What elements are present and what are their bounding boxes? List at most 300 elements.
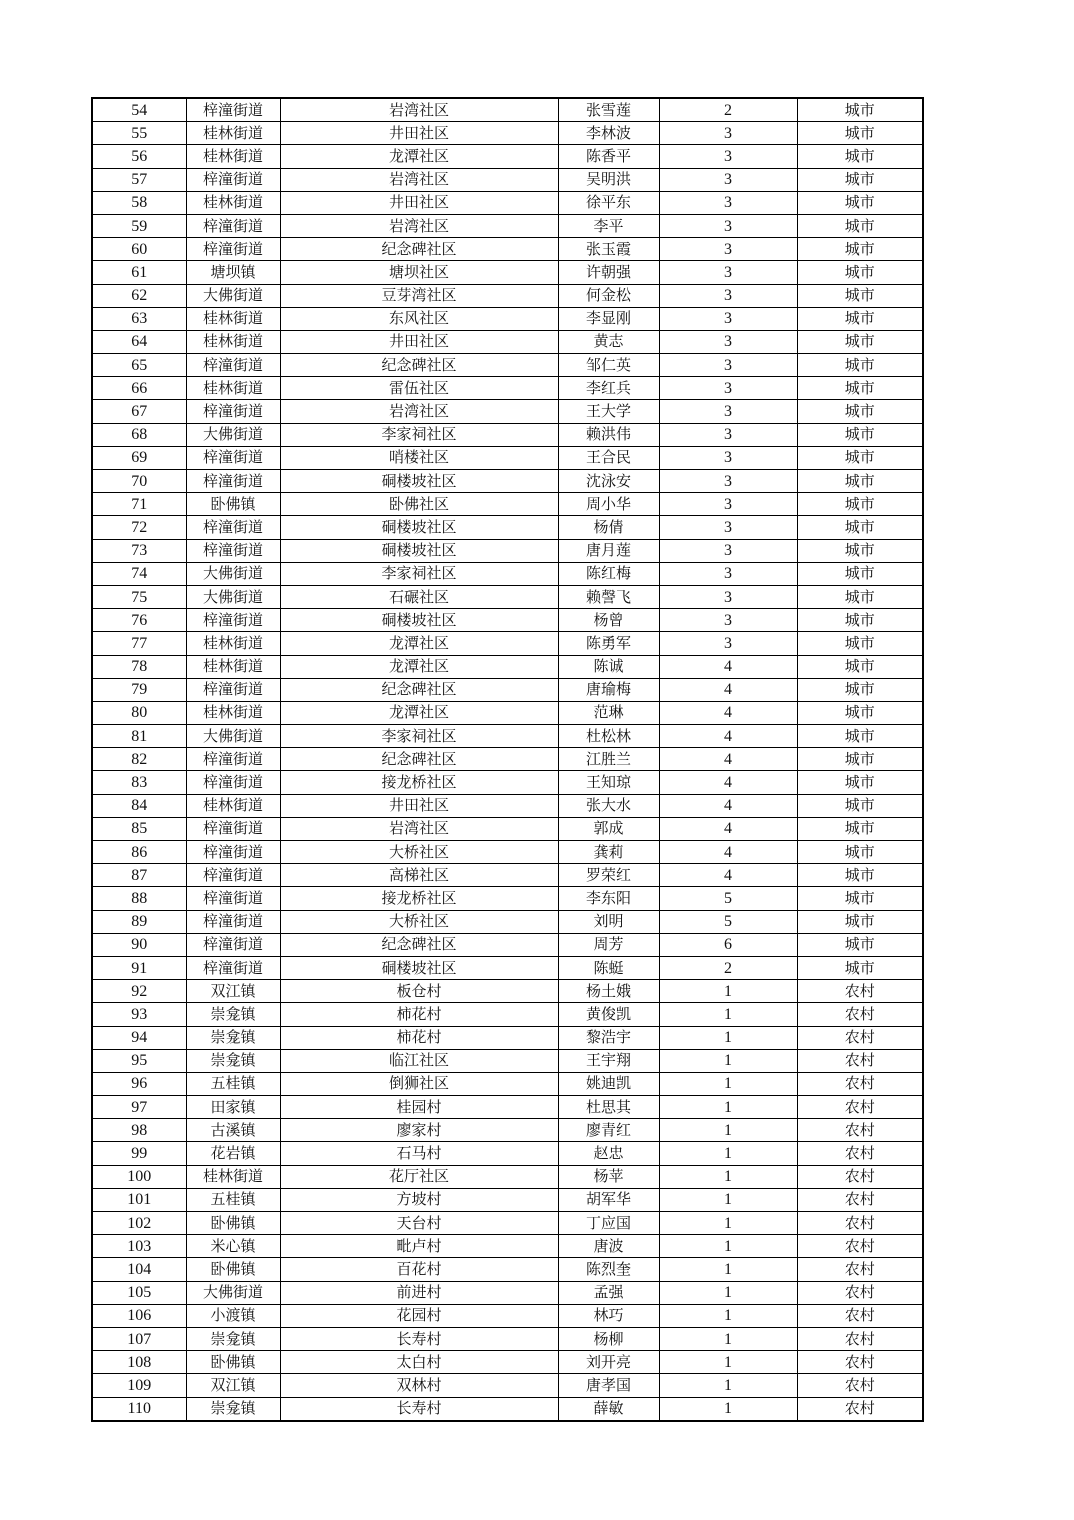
name-cell: 王宇翔 — [558, 1049, 659, 1072]
count-cell: 1 — [659, 1258, 797, 1281]
name-cell: 陈红梅 — [558, 562, 659, 585]
count-cell: 3 — [659, 284, 797, 307]
count-cell: 3 — [659, 307, 797, 330]
count-cell: 3 — [659, 377, 797, 400]
table-row — [92, 841, 923, 864]
count-cell: 2 — [659, 956, 797, 979]
table-row — [92, 1397, 923, 1421]
table-row — [92, 516, 923, 539]
table-row — [92, 585, 923, 608]
table-row — [92, 1049, 923, 1072]
row-number-cell: 99 — [92, 1142, 186, 1165]
name-cell: 邹仁英 — [558, 354, 659, 377]
community-cell: 天台村 — [280, 1212, 558, 1235]
community-cell: 李家祠社区 — [280, 423, 558, 446]
count-cell: 3 — [659, 493, 797, 516]
type-cell: 城市 — [797, 539, 923, 562]
table-row — [92, 771, 923, 794]
town-cell: 卧佛镇 — [186, 493, 280, 516]
community-cell: 柿花村 — [280, 1003, 558, 1026]
town-cell: 梓潼街道 — [186, 748, 280, 771]
count-cell: 1 — [659, 1072, 797, 1095]
type-cell: 农村 — [797, 1003, 923, 1026]
community-cell: 雷伍社区 — [280, 377, 558, 400]
row-number-cell: 80 — [92, 701, 186, 724]
town-cell: 梓潼街道 — [186, 470, 280, 493]
row-number-cell: 65 — [92, 354, 186, 377]
table-row — [92, 1142, 923, 1165]
name-cell: 陈诚 — [558, 655, 659, 678]
town-cell: 梓潼街道 — [186, 956, 280, 979]
table-row — [92, 1258, 923, 1281]
type-cell: 城市 — [797, 98, 923, 122]
town-cell: 双江镇 — [186, 1374, 280, 1397]
table-row — [92, 98, 923, 122]
name-cell: 陈蜓 — [558, 956, 659, 979]
row-number-cell: 88 — [92, 887, 186, 910]
community-cell: 方坡村 — [280, 1188, 558, 1211]
community-cell: 长寿村 — [280, 1397, 558, 1421]
count-cell: 1 — [659, 1142, 797, 1165]
name-cell: 杜松林 — [558, 725, 659, 748]
name-cell: 赖謦飞 — [558, 585, 659, 608]
town-cell: 梓潼街道 — [186, 864, 280, 887]
type-cell: 城市 — [797, 701, 923, 724]
row-number-cell: 67 — [92, 400, 186, 423]
type-cell: 农村 — [797, 1072, 923, 1095]
town-cell: 梓潼街道 — [186, 771, 280, 794]
table-row — [92, 678, 923, 701]
name-cell: 杜思其 — [558, 1096, 659, 1119]
name-cell: 黄俊凯 — [558, 1003, 659, 1026]
community-cell: 花厅社区 — [280, 1165, 558, 1188]
type-cell: 城市 — [797, 771, 923, 794]
town-cell: 田家镇 — [186, 1096, 280, 1119]
count-cell: 1 — [659, 1212, 797, 1235]
count-cell: 3 — [659, 261, 797, 284]
count-cell: 1 — [659, 1235, 797, 1258]
table-row — [92, 956, 923, 979]
name-cell: 杨倩 — [558, 516, 659, 539]
community-cell: 高梯社区 — [280, 864, 558, 887]
type-cell: 城市 — [797, 748, 923, 771]
town-cell: 大佛街道 — [186, 423, 280, 446]
community-cell: 板仓村 — [280, 980, 558, 1003]
community-cell: 龙潭社区 — [280, 632, 558, 655]
community-cell: 井田社区 — [280, 191, 558, 214]
table-row — [92, 1304, 923, 1327]
row-number-cell: 85 — [92, 817, 186, 840]
town-cell: 崇龛镇 — [186, 1327, 280, 1350]
name-cell: 刘明 — [558, 910, 659, 933]
name-cell: 罗荣红 — [558, 864, 659, 887]
row-number-cell: 66 — [92, 377, 186, 400]
count-cell: 1 — [659, 1374, 797, 1397]
name-cell: 唐波 — [558, 1235, 659, 1258]
count-cell: 1 — [659, 1003, 797, 1026]
count-cell: 3 — [659, 214, 797, 237]
town-cell: 梓潼街道 — [186, 887, 280, 910]
community-cell: 毗卢村 — [280, 1235, 558, 1258]
community-cell: 岩湾社区 — [280, 400, 558, 423]
town-cell: 大佛街道 — [186, 562, 280, 585]
row-number-cell: 57 — [92, 168, 186, 191]
community-cell: 李家祠社区 — [280, 725, 558, 748]
type-cell: 城市 — [797, 655, 923, 678]
name-cell: 杨柳 — [558, 1327, 659, 1350]
row-number-cell: 95 — [92, 1049, 186, 1072]
town-cell: 双江镇 — [186, 980, 280, 1003]
type-cell: 城市 — [797, 214, 923, 237]
town-cell: 桂林街道 — [186, 794, 280, 817]
row-number-cell: 86 — [92, 841, 186, 864]
table-row — [92, 562, 923, 585]
type-cell: 农村 — [797, 1235, 923, 1258]
row-number-cell: 77 — [92, 632, 186, 655]
town-cell: 梓潼街道 — [186, 354, 280, 377]
table-row — [92, 1165, 923, 1188]
row-number-cell: 74 — [92, 562, 186, 585]
count-cell: 5 — [659, 910, 797, 933]
row-number-cell: 106 — [92, 1304, 186, 1327]
town-cell: 五桂镇 — [186, 1188, 280, 1211]
row-number-cell: 64 — [92, 330, 186, 353]
table-row — [92, 1281, 923, 1304]
table-row — [92, 1188, 923, 1211]
town-cell: 大佛街道 — [186, 725, 280, 748]
name-cell: 赖洪伟 — [558, 423, 659, 446]
name-cell: 徐平东 — [558, 191, 659, 214]
town-cell: 梓潼街道 — [186, 678, 280, 701]
table-row — [92, 910, 923, 933]
table-row — [92, 933, 923, 956]
town-cell: 小渡镇 — [186, 1304, 280, 1327]
name-cell: 唐瑜梅 — [558, 678, 659, 701]
count-cell: 4 — [659, 701, 797, 724]
community-cell: 龙潭社区 — [280, 655, 558, 678]
community-cell: 龙潭社区 — [280, 701, 558, 724]
row-number-cell: 69 — [92, 446, 186, 469]
table-row — [92, 980, 923, 1003]
community-cell: 硐楼坡社区 — [280, 539, 558, 562]
table-row — [92, 655, 923, 678]
table-row — [92, 238, 923, 261]
count-cell: 3 — [659, 330, 797, 353]
town-cell: 桂林街道 — [186, 122, 280, 145]
row-number-cell: 54 — [92, 98, 186, 122]
community-cell: 豆芽湾社区 — [280, 284, 558, 307]
town-cell: 桂林街道 — [186, 701, 280, 724]
name-cell: 沈泳安 — [558, 470, 659, 493]
row-number-cell: 102 — [92, 1212, 186, 1235]
town-cell: 梓潼街道 — [186, 238, 280, 261]
row-number-cell: 93 — [92, 1003, 186, 1026]
row-number-cell: 108 — [92, 1351, 186, 1374]
name-cell: 龚莉 — [558, 841, 659, 864]
town-cell: 卧佛镇 — [186, 1258, 280, 1281]
name-cell: 唐孝国 — [558, 1374, 659, 1397]
count-cell: 4 — [659, 864, 797, 887]
town-cell: 崇龛镇 — [186, 1049, 280, 1072]
name-cell: 张雪莲 — [558, 98, 659, 122]
row-number-cell: 97 — [92, 1096, 186, 1119]
count-cell: 3 — [659, 423, 797, 446]
row-number-cell: 76 — [92, 609, 186, 632]
name-cell: 黄志 — [558, 330, 659, 353]
row-number-cell: 78 — [92, 655, 186, 678]
type-cell: 城市 — [797, 400, 923, 423]
town-cell: 卧佛镇 — [186, 1212, 280, 1235]
type-cell: 城市 — [797, 841, 923, 864]
name-cell: 陈烈奎 — [558, 1258, 659, 1281]
table-row — [92, 794, 923, 817]
name-cell: 郭成 — [558, 817, 659, 840]
type-cell: 城市 — [797, 910, 923, 933]
type-cell: 城市 — [797, 562, 923, 585]
row-number-cell: 68 — [92, 423, 186, 446]
type-cell: 农村 — [797, 1351, 923, 1374]
town-cell: 塘坝镇 — [186, 261, 280, 284]
name-cell: 张玉霞 — [558, 238, 659, 261]
town-cell: 梓潼街道 — [186, 446, 280, 469]
table-row — [92, 748, 923, 771]
table-row — [92, 1374, 923, 1397]
row-number-cell: 55 — [92, 122, 186, 145]
count-cell: 4 — [659, 771, 797, 794]
table-row — [92, 1212, 923, 1235]
town-cell: 花岩镇 — [186, 1142, 280, 1165]
count-cell: 1 — [659, 1119, 797, 1142]
type-cell: 城市 — [797, 956, 923, 979]
count-cell: 3 — [659, 145, 797, 168]
name-cell: 王大学 — [558, 400, 659, 423]
count-cell: 4 — [659, 678, 797, 701]
name-cell: 何金松 — [558, 284, 659, 307]
row-number-cell: 92 — [92, 980, 186, 1003]
table-row — [92, 400, 923, 423]
community-cell: 岩湾社区 — [280, 817, 558, 840]
name-cell: 李显刚 — [558, 307, 659, 330]
type-cell: 农村 — [797, 1374, 923, 1397]
community-cell: 井田社区 — [280, 330, 558, 353]
count-cell: 3 — [659, 238, 797, 261]
community-cell: 硐楼坡社区 — [280, 516, 558, 539]
type-cell: 农村 — [797, 980, 923, 1003]
community-cell: 前进村 — [280, 1281, 558, 1304]
table-row — [92, 1096, 923, 1119]
table-row — [92, 330, 923, 353]
row-number-cell: 104 — [92, 1258, 186, 1281]
count-cell: 3 — [659, 609, 797, 632]
row-number-cell: 107 — [92, 1327, 186, 1350]
name-cell: 江胜兰 — [558, 748, 659, 771]
town-cell: 桂林街道 — [186, 330, 280, 353]
type-cell: 城市 — [797, 817, 923, 840]
town-cell: 梓潼街道 — [186, 933, 280, 956]
community-cell: 倒狮社区 — [280, 1072, 558, 1095]
row-number-cell: 110 — [92, 1397, 186, 1421]
town-cell: 大佛街道 — [186, 1281, 280, 1304]
table-row — [92, 354, 923, 377]
name-cell: 陈香平 — [558, 145, 659, 168]
table-row — [92, 632, 923, 655]
name-cell: 杨曾 — [558, 609, 659, 632]
community-cell: 长寿村 — [280, 1327, 558, 1350]
table-row — [92, 1003, 923, 1026]
type-cell: 农村 — [797, 1096, 923, 1119]
name-cell: 范琳 — [558, 701, 659, 724]
row-number-cell: 101 — [92, 1188, 186, 1211]
count-cell: 3 — [659, 539, 797, 562]
row-number-cell: 109 — [92, 1374, 186, 1397]
name-cell: 李平 — [558, 214, 659, 237]
table-row — [92, 307, 923, 330]
count-cell: 4 — [659, 794, 797, 817]
community-cell: 石碾社区 — [280, 585, 558, 608]
table-row — [92, 817, 923, 840]
town-cell: 梓潼街道 — [186, 609, 280, 632]
town-cell: 梓潼街道 — [186, 168, 280, 191]
community-cell: 井田社区 — [280, 794, 558, 817]
name-cell: 李东阳 — [558, 887, 659, 910]
name-cell: 丁应国 — [558, 1212, 659, 1235]
town-cell: 梓潼街道 — [186, 98, 280, 122]
row-number-cell: 72 — [92, 516, 186, 539]
type-cell: 城市 — [797, 470, 923, 493]
name-cell: 陈勇军 — [558, 632, 659, 655]
row-number-cell: 61 — [92, 261, 186, 284]
row-number-cell: 75 — [92, 585, 186, 608]
type-cell: 城市 — [797, 794, 923, 817]
community-cell: 硐楼坡社区 — [280, 956, 558, 979]
town-cell: 桂林街道 — [186, 307, 280, 330]
name-cell: 孟强 — [558, 1281, 659, 1304]
count-cell: 1 — [659, 1049, 797, 1072]
town-cell: 卧佛镇 — [186, 1351, 280, 1374]
type-cell: 农村 — [797, 1026, 923, 1049]
type-cell: 农村 — [797, 1119, 923, 1142]
type-cell: 城市 — [797, 493, 923, 516]
table-row — [92, 1119, 923, 1142]
count-cell: 4 — [659, 725, 797, 748]
table-row — [92, 1351, 923, 1374]
count-cell: 4 — [659, 841, 797, 864]
row-number-cell: 90 — [92, 933, 186, 956]
community-cell: 东风社区 — [280, 307, 558, 330]
count-cell: 1 — [659, 1281, 797, 1304]
name-cell: 李红兵 — [558, 377, 659, 400]
count-cell: 1 — [659, 1188, 797, 1211]
community-cell: 纪念碑社区 — [280, 678, 558, 701]
row-number-cell: 91 — [92, 956, 186, 979]
community-cell: 岩湾社区 — [280, 214, 558, 237]
count-cell: 3 — [659, 122, 797, 145]
row-number-cell: 100 — [92, 1165, 186, 1188]
count-cell: 4 — [659, 817, 797, 840]
name-cell: 刘开亮 — [558, 1351, 659, 1374]
table-row — [92, 284, 923, 307]
count-cell: 4 — [659, 655, 797, 678]
count-cell: 1 — [659, 980, 797, 1003]
community-cell: 哨楼社区 — [280, 446, 558, 469]
count-cell: 3 — [659, 168, 797, 191]
town-cell: 梓潼街道 — [186, 817, 280, 840]
table-row — [92, 145, 923, 168]
count-cell: 3 — [659, 632, 797, 655]
community-cell: 百花村 — [280, 1258, 558, 1281]
community-cell: 李家祠社区 — [280, 562, 558, 585]
town-cell: 梓潼街道 — [186, 539, 280, 562]
type-cell: 农村 — [797, 1281, 923, 1304]
name-cell: 吴明洪 — [558, 168, 659, 191]
row-number-cell: 70 — [92, 470, 186, 493]
count-cell: 6 — [659, 933, 797, 956]
community-cell: 接龙桥社区 — [280, 887, 558, 910]
type-cell: 城市 — [797, 377, 923, 400]
type-cell: 城市 — [797, 145, 923, 168]
row-number-cell: 98 — [92, 1119, 186, 1142]
name-cell: 杨土娥 — [558, 980, 659, 1003]
type-cell: 城市 — [797, 585, 923, 608]
type-cell: 农村 — [797, 1258, 923, 1281]
community-cell: 硐楼坡社区 — [280, 609, 558, 632]
community-cell: 岩湾社区 — [280, 98, 558, 122]
community-cell: 花园村 — [280, 1304, 558, 1327]
table-row — [92, 864, 923, 887]
community-cell: 纪念碑社区 — [280, 933, 558, 956]
count-cell: 2 — [659, 98, 797, 122]
community-cell: 临江社区 — [280, 1049, 558, 1072]
town-cell: 崇龛镇 — [186, 1397, 280, 1421]
type-cell: 农村 — [797, 1212, 923, 1235]
name-cell: 赵忠 — [558, 1142, 659, 1165]
type-cell: 城市 — [797, 261, 923, 284]
type-cell: 城市 — [797, 168, 923, 191]
community-cell: 纪念碑社区 — [280, 354, 558, 377]
type-cell: 城市 — [797, 446, 923, 469]
row-number-cell: 56 — [92, 145, 186, 168]
row-number-cell: 81 — [92, 725, 186, 748]
community-cell: 双林村 — [280, 1374, 558, 1397]
community-cell: 塘坝社区 — [280, 261, 558, 284]
table-body — [92, 98, 923, 1421]
count-cell: 4 — [659, 748, 797, 771]
count-cell: 1 — [659, 1165, 797, 1188]
table-row — [92, 470, 923, 493]
count-cell: 3 — [659, 562, 797, 585]
row-number-cell: 71 — [92, 493, 186, 516]
town-cell: 桂林街道 — [186, 632, 280, 655]
community-cell: 石马村 — [280, 1142, 558, 1165]
data-table — [91, 97, 924, 1422]
row-number-cell: 96 — [92, 1072, 186, 1095]
count-cell: 1 — [659, 1096, 797, 1119]
town-cell: 梓潼街道 — [186, 214, 280, 237]
town-cell: 梓潼街道 — [186, 841, 280, 864]
name-cell: 唐月莲 — [558, 539, 659, 562]
row-number-cell: 59 — [92, 214, 186, 237]
town-cell: 大佛街道 — [186, 585, 280, 608]
row-number-cell: 58 — [92, 191, 186, 214]
row-number-cell: 83 — [92, 771, 186, 794]
table-row — [92, 446, 923, 469]
type-cell: 城市 — [797, 354, 923, 377]
type-cell: 城市 — [797, 516, 923, 539]
count-cell: 1 — [659, 1026, 797, 1049]
town-cell: 崇龛镇 — [186, 1003, 280, 1026]
town-cell: 桂林街道 — [186, 145, 280, 168]
type-cell: 城市 — [797, 678, 923, 701]
